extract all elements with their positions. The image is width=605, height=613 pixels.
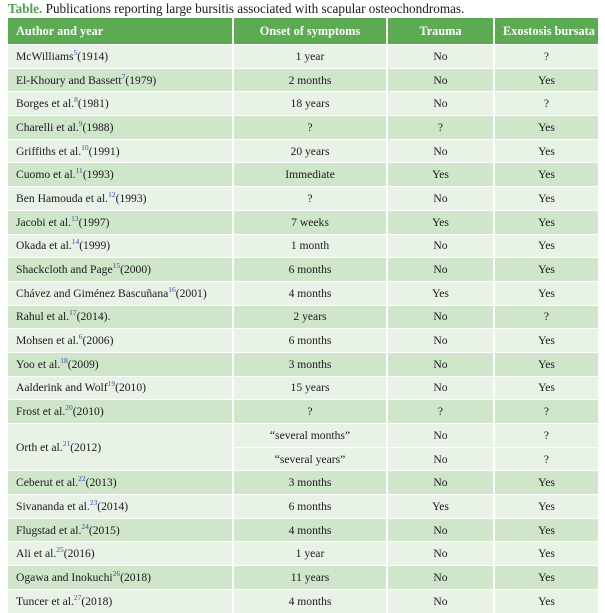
table-row [8,187,598,211]
publication-year: (2014). [76,310,111,324]
cell-onset: 20 years [233,139,387,163]
author-name: Aalderink and Wolf [16,381,108,395]
author-name: Griffiths et al. [16,144,82,158]
cell-trauma: No [387,424,494,448]
author-name: Ali et al. [16,547,57,561]
publication-year: (2010) [115,381,146,395]
cell-onset: 1 year [233,542,387,566]
table-body [8,45,598,613]
reference-link[interactable]: 9 [78,119,83,129]
table-row [8,566,598,590]
cell-trauma: No [387,234,494,258]
publication-year: (1993) [82,168,114,182]
cell-onset: 2 years [233,305,387,329]
cell-onset: “several months” [233,424,387,448]
publication-year: (2012) [70,440,102,454]
cell-exostosis-bursata: Yes [494,518,598,542]
cell-exostosis-bursata: Yes [494,329,598,353]
table-row [8,139,598,163]
table-row [8,542,598,566]
cell-exostosis-bursata: Yes [494,210,598,234]
table-row [8,518,598,542]
author-name: Borges et al. [16,97,75,111]
reference-link[interactable]: 21 [62,438,71,448]
cell-author-year [8,518,233,542]
cell-author-year [8,92,233,116]
publication-year: (1979) [125,73,157,87]
cell-exostosis-bursata: ? [494,45,598,69]
table-row [8,589,598,612]
caption-text: Publications reporting large bursitis associated with scapular osteochondromas. [42,1,465,16]
publication-year: (2000) [120,263,152,277]
reference-link[interactable]: 22 [78,474,86,484]
table-row [8,163,598,187]
cell-author-year [8,281,233,305]
author-name: El-Khoury and Bassett [16,73,122,87]
cell-author-year [8,45,233,69]
cell-author-year [8,139,233,163]
cell-onset: 7 weeks [233,210,387,234]
cell-trauma: Yes [387,495,494,519]
cell-author-year [8,352,233,376]
author-name: Sivananda et al. [16,499,90,513]
cell-trauma: ? [387,400,494,424]
table-row [8,281,598,305]
publication-year: (2010) [72,405,104,419]
cell-onset: ? [233,400,387,424]
cell-onset: 3 months [233,471,387,495]
cell-trauma: No [387,68,494,92]
publication-year: (1993) [115,191,147,205]
cell-trauma: No [387,542,494,566]
table-row [8,329,598,353]
cell-trauma: No [387,447,494,471]
cell-onset: ? [233,187,387,211]
reference-link[interactable]: 16 [168,284,176,294]
cell-author-year [8,566,233,590]
table-row [8,234,598,258]
author-name: Frost et al. [16,405,66,419]
author-name: Ceberut et al. [16,476,79,490]
cell-author-year [8,258,233,282]
publication-year: (1999) [79,239,111,253]
table-row [8,471,598,495]
reference-link[interactable]: 14 [71,237,80,247]
cell-trauma: No [387,187,494,211]
reference-link[interactable]: 17 [69,308,77,318]
cell-author-year [8,400,233,424]
cell-onset: 3 months [233,352,387,376]
publication-year: (2006) [82,334,114,348]
cell-onset: Immediate [233,163,387,187]
cell-author-year [8,234,233,258]
reference-link[interactable]: 13 [71,213,79,223]
author-name: Mohsen et al. [16,334,79,348]
cell-onset: 4 months [233,518,387,542]
author-name: Okada et al. [16,239,72,253]
header-onset: Onset of symptoms [233,18,387,45]
publication-year: (2016) [63,547,95,561]
author-name: Ogawa and Inokuchi [16,570,113,584]
cell-onset: 18 years [233,92,387,116]
author-name: Flugstad et al. [16,523,82,537]
table-caption [8,1,464,17]
cell-author-year [8,424,233,471]
table-row [8,45,598,69]
publications-table [8,18,598,613]
cell-onset: 4 months [233,281,387,305]
author-name: Tuncer et al. [16,594,74,608]
reference-link[interactable]: 6 [78,332,83,342]
publication-year: (2013) [85,476,117,490]
reference-link[interactable]: 11 [75,166,83,176]
cell-exostosis-bursata: Yes [494,471,598,495]
cell-exostosis-bursata: Yes [494,68,598,92]
publication-year: (2009) [67,357,99,371]
cell-trauma: No [387,329,494,353]
cell-trauma: No [387,258,494,282]
author-name: Rahul et al. [16,310,70,324]
cell-exostosis-bursata: Yes [494,281,598,305]
cell-onset: 15 years [233,376,387,400]
reference-link[interactable]: 20 [65,403,73,413]
cell-exostosis-bursata: ? [494,92,598,116]
table-row [8,400,598,424]
table-row [8,68,598,92]
reference-link[interactable]: 8 [74,95,78,105]
table-row [8,495,598,519]
reference-link[interactable]: 23 [89,498,98,508]
cell-author-year [8,589,233,612]
cell-author-year [8,471,233,495]
cell-trauma: Yes [387,163,494,187]
reference-link[interactable]: 5 [73,47,78,57]
cell-onset: 4 months [233,589,387,612]
publication-year: (1991) [88,144,120,158]
cell-onset: 2 months [233,68,387,92]
cell-trauma: No [387,589,494,612]
cell-exostosis-bursata: Yes [494,187,598,211]
cell-onset: 6 months [233,329,387,353]
cell-exostosis-bursata: Yes [494,352,598,376]
cell-author-year [8,542,233,566]
cell-trauma: No [387,305,494,329]
cell-onset: 6 months [233,495,387,519]
cell-author-year [8,495,233,519]
cell-trauma: No [387,471,494,495]
cell-exostosis-bursata: Yes [494,258,598,282]
cell-trauma: No [387,518,494,542]
cell-exostosis-bursata: Yes [494,139,598,163]
reference-link[interactable]: 7 [121,71,126,81]
reference-link[interactable]: 12 [108,190,116,200]
cell-exostosis-bursata: Yes [494,163,598,187]
cell-trauma: Yes [387,281,494,305]
header-trauma: Trauma [387,18,494,45]
publication-year: (2018) [120,570,152,584]
cell-exostosis-bursata: Yes [494,234,598,258]
author-name: Jacobi et al. [16,215,72,229]
reference-link[interactable]: 27 [73,592,82,602]
cell-onset: 1 month [233,234,387,258]
cell-author-year [8,305,233,329]
table-row [8,210,598,234]
cell-exostosis-bursata: ? [494,424,598,448]
cell-author-year [8,116,233,140]
author-name: Yoo et al. [16,357,61,371]
reference-link[interactable]: 10 [81,142,89,152]
table-row [8,305,598,329]
cell-exostosis-bursata: ? [494,447,598,471]
cell-onset: 1 year [233,45,387,69]
reference-link[interactable]: 26 [112,569,121,579]
reference-link[interactable]: 18 [60,355,68,365]
cell-exostosis-bursata: Yes [494,566,598,590]
publication-year: (2014) [97,499,129,513]
cell-author-year [8,210,233,234]
cell-author-year [8,163,233,187]
table-header-row [8,18,598,45]
cell-exostosis-bursata: ? [494,400,598,424]
author-name: McWilliams [16,49,74,63]
author-name: Orth et al. [16,440,63,454]
table-row [8,424,598,448]
author-name: Ben Hamouda et al. [16,191,109,205]
author-name: Shackcloth and Page [16,263,113,277]
cell-exostosis-bursata: Yes [494,589,598,612]
cell-trauma: No [387,45,494,69]
publication-year: (1914) [77,49,109,63]
cell-trauma: No [387,566,494,590]
header-exostosis-bursata: Exostosis bursata [494,18,598,45]
cell-exostosis-bursata: Yes [494,376,598,400]
cell-trauma: Yes [387,210,494,234]
reference-link[interactable]: 25 [56,545,64,555]
author-name: Cuomo et al. [16,168,76,182]
publication-year: (1997) [78,215,110,229]
cell-author-year [8,329,233,353]
table-row [8,92,598,116]
cell-exostosis-bursata: Yes [494,116,598,140]
table-row [8,352,598,376]
cell-trauma: No [387,376,494,400]
cell-exostosis-bursata: Yes [494,495,598,519]
table-row [8,376,598,400]
cell-onset: “several years” [233,447,387,471]
cell-trauma: No [387,139,494,163]
cell-exostosis-bursata: ? [494,305,598,329]
cell-trauma: No [387,92,494,116]
reference-link[interactable]: 24 [81,521,89,531]
table-row [8,116,598,140]
author-name: Chávez and Giménez Bascuñana [16,286,169,300]
cell-author-year [8,187,233,211]
publication-year: (2018) [81,594,113,608]
cell-exostosis-bursata: Yes [494,542,598,566]
table-row [8,258,598,282]
cell-onset: ? [233,116,387,140]
reference-link[interactable]: 19 [107,379,116,389]
publication-year: (1981) [77,97,109,111]
publication-year: (1988) [82,120,114,134]
author-name: Charelli et al. [16,120,79,134]
cell-trauma: No [387,352,494,376]
cell-author-year [8,68,233,92]
cell-trauma: ? [387,116,494,140]
caption-label: Table. [8,1,43,16]
reference-link[interactable]: 15 [112,261,121,271]
publication-year: (2015) [88,523,120,537]
cell-onset: 6 months [233,258,387,282]
publication-year: (2001) [175,286,207,300]
cell-onset: 11 years [233,566,387,590]
cell-author-year [8,376,233,400]
header-author-year: Author and year [8,18,233,45]
